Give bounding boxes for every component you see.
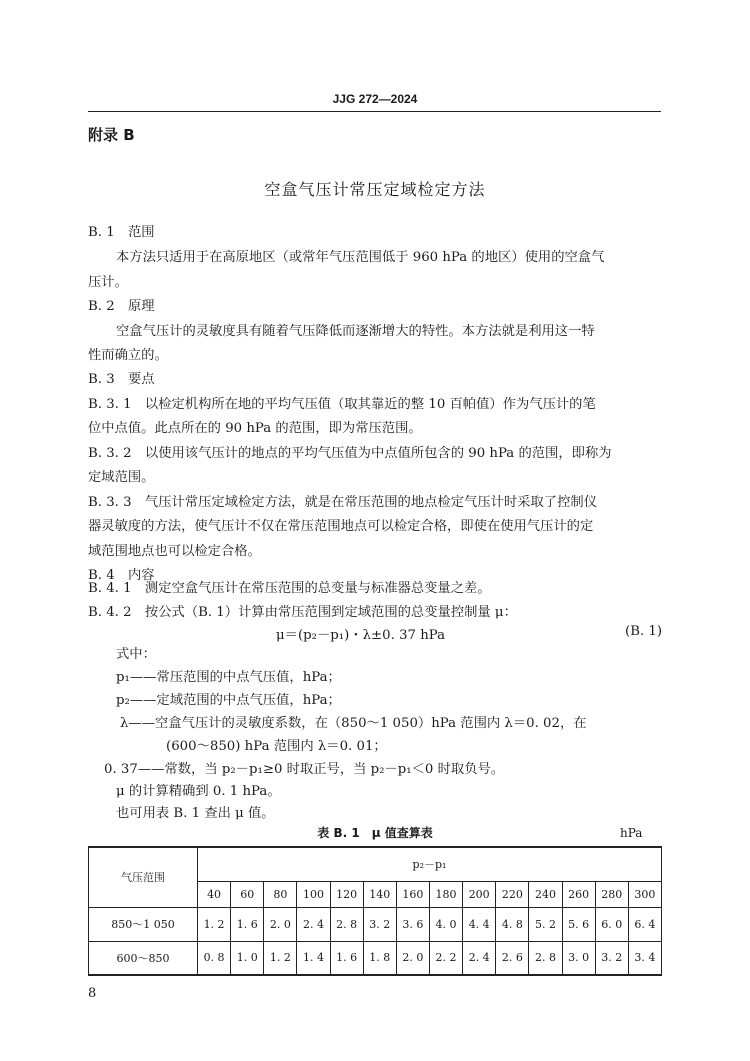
value-cell: 3. 4: [628, 941, 661, 975]
mu-lookup-table: [88, 846, 662, 976]
body-line: μ 的计算精确到 0. 1 hPa。: [116, 784, 281, 799]
table-title: 表 B. 1 μ 值查算表: [317, 826, 433, 840]
value-cell: 2. 0: [396, 941, 429, 975]
body-line: 性而确立的。: [88, 348, 168, 363]
value-cell: 2. 4: [297, 907, 330, 941]
value-cell: 3. 2: [595, 941, 628, 975]
value-cell: 2. 8: [529, 941, 562, 975]
value-cell: 5. 2: [529, 907, 562, 941]
column-header-cell: 200: [463, 881, 496, 907]
column-header-cell: 40: [198, 881, 231, 907]
column-header-cell: 180: [429, 881, 462, 907]
definition-line: λ——空盒气压计的灵敏度系数，在（850～1 050）hPa 范围内 λ＝0. 02，在: [120, 716, 587, 731]
value-cell: 2. 4: [463, 941, 496, 975]
body-line: B. 3. 3 气压计常压定域检定方法，就是在常压范围的地点检定气压计时采取了控制仪: [88, 495, 597, 510]
column-header-cell: 140: [363, 881, 396, 907]
value-cell: 2. 2: [429, 941, 462, 975]
value-cell: 4. 0: [429, 907, 462, 941]
row-label-cell: 600～850: [89, 941, 198, 975]
column-header-cell: 240: [529, 881, 562, 907]
body-line: B. 4. 2 按公式（B. 1）计算由常压范围到定域范围的总变量控制量 μ：: [88, 605, 517, 620]
column-header-cell: 100: [297, 881, 330, 907]
definition-line: p₁——常压范围的中点气压值，hPa；: [116, 670, 341, 685]
heading-b2: B. 2 原理: [88, 299, 155, 314]
value-cell: 1. 8: [363, 941, 396, 975]
body-line: 域范围地点也可以检定合格。: [88, 544, 261, 559]
body-line: 空盒气压计的灵敏度具有随着气压降低而逐渐增大的特性。本方法就是利用这一特: [116, 324, 595, 339]
value-cell: 1. 6: [330, 941, 363, 975]
value-cell: 5. 6: [562, 907, 595, 941]
page-number: 8: [88, 986, 97, 1001]
value-cell: 6. 0: [595, 907, 628, 941]
section-title: 空盒气压计常压定域检定方法: [264, 180, 486, 199]
column-header-cell: 300: [628, 881, 661, 907]
column-header-cell: 160: [396, 881, 429, 907]
value-cell: 0. 8: [198, 941, 231, 975]
value-cell: 2. 6: [496, 941, 529, 975]
definition-line: 0. 37——常数，当 p₂－p₁≥0 时取正号，当 p₂－p₁＜0 时取负号。: [104, 762, 505, 777]
value-cell: 1. 2: [264, 941, 297, 975]
column-header-cell: 280: [595, 881, 628, 907]
body-line: B. 4. 1 测定空盒气压计在常压范围的总变量与标准器总变量之差。: [88, 581, 491, 596]
value-cell: 1. 4: [297, 941, 330, 975]
heading-b1: B. 1 范围: [88, 225, 155, 240]
header-rule: [88, 111, 661, 112]
table-unit: hPa: [620, 826, 643, 840]
formula-number: (B. 1): [625, 624, 663, 639]
formula-b1: μ＝(p₂－p₁)・λ±0. 37 hPa: [276, 628, 446, 643]
definition-line: (600～850) hPa 范围内 λ＝0. 01；: [166, 739, 387, 754]
column-header-cell: 260: [562, 881, 595, 907]
value-cell: 2. 0: [264, 907, 297, 941]
value-cell: 6. 4: [628, 907, 661, 941]
value-cell: 3. 6: [396, 907, 429, 941]
heading-b4: B. 4 内容: [88, 568, 155, 583]
value-cell: 4. 8: [496, 907, 529, 941]
value-cell: 4. 4: [463, 907, 496, 941]
body-line: B. 3. 1 以检定机构所在地的平均气压值（取其靠近的整 10 百帕值）作为气压计的笔: [88, 397, 596, 412]
value-cell: 1. 0: [231, 941, 264, 975]
where-label: 式中：: [116, 647, 156, 662]
column-header-cell: 120: [330, 881, 363, 907]
running-header: JJG 272—2024: [332, 92, 418, 106]
body-line: 位中点值。此点所在的 90 hPa 的范围，即为常压范围。: [88, 421, 422, 436]
row-header-cell: 气压范围: [89, 847, 198, 907]
body-line: B. 3. 2 以使用该气压计的地点的平均气压值为中点值所包含的 90 hPa 的范围，即称为: [88, 446, 612, 461]
body-line: 器灵敏度的方法，使气压计不仅在常压范围地点可以检定合格，即使在使用气压计的定: [88, 519, 594, 534]
body-line: 压计。: [88, 275, 128, 290]
column-header-cell: 220: [496, 881, 529, 907]
value-cell: 1. 2: [198, 907, 231, 941]
appendix-label: 附录 B: [88, 126, 135, 144]
body-line: 定域范围。: [88, 470, 155, 485]
definition-line: p₂——定域范围的中点气压值，hPa；: [116, 693, 341, 708]
value-cell: 1. 6: [231, 907, 264, 941]
heading-b3: B. 3 要点: [88, 372, 155, 387]
body-line: 也可用表 B. 1 查出 μ 值。: [116, 806, 275, 821]
column-header-cell: 60: [231, 881, 264, 907]
body-line: 本方法只适用于在高原地区（或常年气压范围低于 960 hPa 的地区）使用的空盒气: [116, 250, 605, 265]
value-cell: 2. 8: [330, 907, 363, 941]
column-group-header: p₂－p₁: [198, 847, 662, 881]
value-cell: 3. 2: [363, 907, 396, 941]
row-label-cell: 850～1 050: [89, 907, 198, 941]
column-header-cell: 80: [264, 881, 297, 907]
value-cell: 3. 0: [562, 941, 595, 975]
